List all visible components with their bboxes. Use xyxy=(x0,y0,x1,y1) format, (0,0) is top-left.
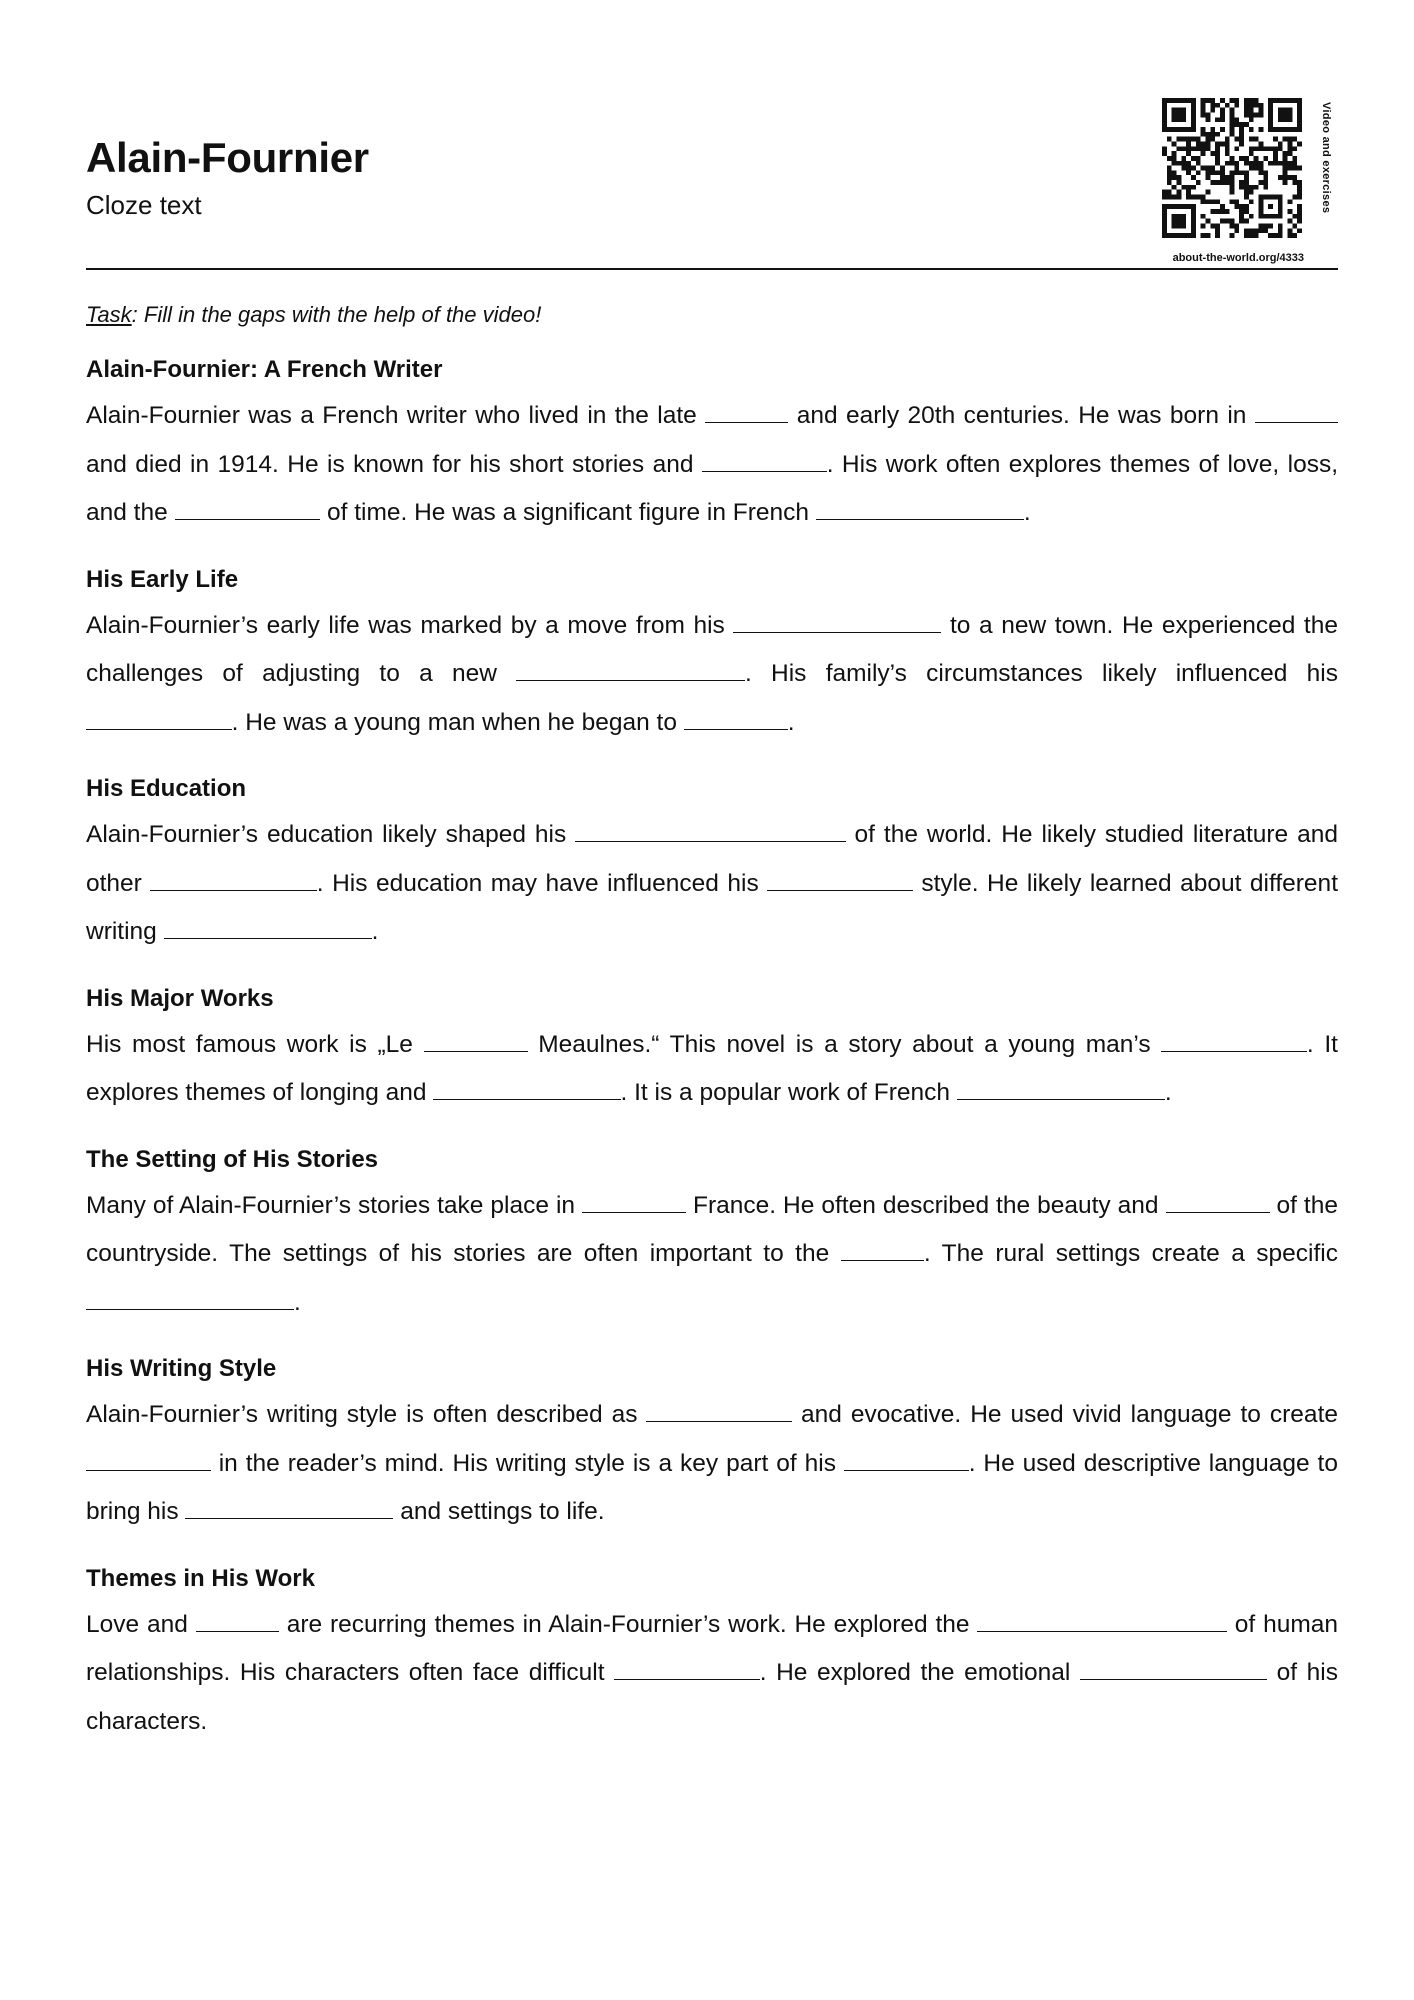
blank-gap[interactable] xyxy=(816,497,1024,520)
text-run: . He was a young man when he began to xyxy=(231,708,684,736)
blank-gap[interactable] xyxy=(1166,1190,1270,1213)
section xyxy=(86,1565,1338,1747)
text-run: . His education may have influenced his xyxy=(316,869,768,897)
text-run: Meaulnes.“ This novel is a story about a young man’s xyxy=(527,1030,1162,1058)
blank-gap[interactable] xyxy=(433,1077,620,1100)
blank-gap[interactable] xyxy=(767,868,913,891)
page-subtitle: Cloze text xyxy=(86,190,202,220)
blank-gap[interactable] xyxy=(86,1287,294,1310)
blank-gap[interactable] xyxy=(841,1238,924,1261)
text-run: of his characters. xyxy=(86,1659,1338,1735)
blank-gap[interactable] xyxy=(175,497,321,520)
task-label: Task xyxy=(86,302,132,327)
worksheet-header xyxy=(86,0,1338,272)
section-text xyxy=(86,1021,1338,1118)
text-run: Many of Alain-Fournier’s stories take place in xyxy=(86,1191,583,1219)
text-run: Alain-Fournier’s writing style is often described as xyxy=(86,1401,647,1428)
blank-gap[interactable] xyxy=(86,1448,211,1471)
text-run: His most famous work is „Le xyxy=(86,1030,424,1058)
blank-gap[interactable] xyxy=(1255,400,1338,423)
text-run: . His work often explores themes of love, loss, and the xyxy=(86,450,1339,526)
blank-gap[interactable] xyxy=(1161,1029,1307,1052)
blank-gap[interactable] xyxy=(977,1609,1227,1632)
blank-gap[interactable] xyxy=(516,658,745,681)
blank-gap[interactable] xyxy=(733,610,941,633)
blank-gap[interactable] xyxy=(646,1399,792,1422)
section xyxy=(86,985,1338,1118)
qr-url-link[interactable]: about-the-world.org/4333 xyxy=(1172,252,1304,264)
blank-gap[interactable] xyxy=(582,1190,686,1213)
section-title: His Writing Style xyxy=(86,1355,277,1382)
section-title: The Setting of His Stories xyxy=(86,1145,379,1173)
task-instruction xyxy=(86,302,1338,328)
blank-gap[interactable] xyxy=(702,449,827,472)
blank-gap[interactable] xyxy=(196,1609,279,1632)
section-text xyxy=(86,1391,1338,1537)
section-title: His Education xyxy=(86,775,247,802)
text-run: of the world. He likely studied literature and other xyxy=(86,821,1338,897)
qr-label: Video and exercises xyxy=(1320,102,1332,214)
blank-gap[interactable] xyxy=(86,707,232,730)
text-run: . It is a popular work of French xyxy=(620,1079,957,1106)
page-title: Alain-Fournier xyxy=(86,134,369,181)
text-run: and evocative. He used vivid language to create xyxy=(792,1401,1338,1428)
section-text xyxy=(86,1182,1338,1328)
text-run: are recurring themes in Alain-Fournier’s work. He explored the xyxy=(278,1610,978,1638)
blank-gap[interactable] xyxy=(150,868,316,891)
cloze-sections xyxy=(86,356,1338,1746)
section-title: Themes in His Work xyxy=(86,1564,315,1592)
blank-gap[interactable] xyxy=(684,707,788,730)
section-title: His Major Works xyxy=(86,984,274,1012)
section-text xyxy=(86,602,1338,748)
text-run: of the countryside. The settings of his stories are often important to the xyxy=(86,1191,1338,1267)
blank-gap[interactable] xyxy=(575,819,845,842)
section-title: His Early Life xyxy=(86,565,239,593)
text-run: style. He likely learned about different writing xyxy=(86,869,1338,945)
text-run: of time. He was a significant figure in French xyxy=(320,499,816,526)
text-run: Alain-Fournier was a French writer who lived in the late xyxy=(86,402,706,429)
worksheet-page xyxy=(86,0,1338,1746)
text-run: . He used descriptive language to bring his xyxy=(86,1449,1338,1525)
blank-gap[interactable] xyxy=(844,1448,969,1471)
task-text: : Fill in the gaps with the help of the video! xyxy=(131,302,542,327)
text-run: . xyxy=(1023,499,1031,526)
section-title: Alain-Fournier: A French Writer xyxy=(86,356,443,383)
text-run: Alain-Fournier’s education likely shaped his xyxy=(86,821,576,848)
text-run: of human relationships. His characters often face difficult xyxy=(86,1610,1338,1686)
text-run: and settings to life. xyxy=(393,1498,605,1525)
text-run: France. He often described the beauty and xyxy=(686,1191,1166,1219)
section xyxy=(86,566,1338,748)
section xyxy=(86,1146,1338,1328)
text-run: and early 20th centuries. He was born in xyxy=(788,402,1255,429)
text-run: . xyxy=(294,1288,301,1316)
blank-gap[interactable] xyxy=(164,916,372,939)
blank-gap[interactable] xyxy=(1080,1657,1267,1680)
text-run: to a new town. He experienced the challenges of adjusting to a new xyxy=(86,611,1338,687)
text-run: . xyxy=(787,708,795,736)
text-run: . The rural settings create a specific xyxy=(923,1240,1338,1267)
header-divider xyxy=(86,268,1338,270)
blank-gap[interactable] xyxy=(185,1496,393,1519)
text-run: in the reader’s mind. His writing style is a key part of his xyxy=(210,1449,844,1477)
text-run: . His family’s circumstances likely influenced his xyxy=(744,660,1338,687)
blank-gap[interactable] xyxy=(614,1657,760,1680)
text-run: Love and xyxy=(86,1610,196,1638)
section xyxy=(86,356,1338,538)
text-run: . xyxy=(371,918,379,945)
section xyxy=(86,1355,1338,1537)
text-run: and died in 1914. He is known for his short stories and xyxy=(86,450,702,478)
text-run: . He explored the emotional xyxy=(759,1659,1080,1686)
text-run: . It explores themes of longing and xyxy=(86,1030,1338,1106)
blank-gap[interactable] xyxy=(705,400,788,423)
blank-gap[interactable] xyxy=(424,1029,528,1052)
section xyxy=(86,775,1338,957)
text-run: . xyxy=(1164,1079,1172,1106)
section-text xyxy=(86,1601,1338,1747)
qr-code-icon[interactable] xyxy=(1162,98,1302,238)
blank-gap[interactable] xyxy=(957,1077,1165,1100)
section-text xyxy=(86,811,1338,957)
section-text xyxy=(86,392,1338,538)
text-run: Alain-Fournier’s early life was marked by a move from his xyxy=(86,611,734,639)
